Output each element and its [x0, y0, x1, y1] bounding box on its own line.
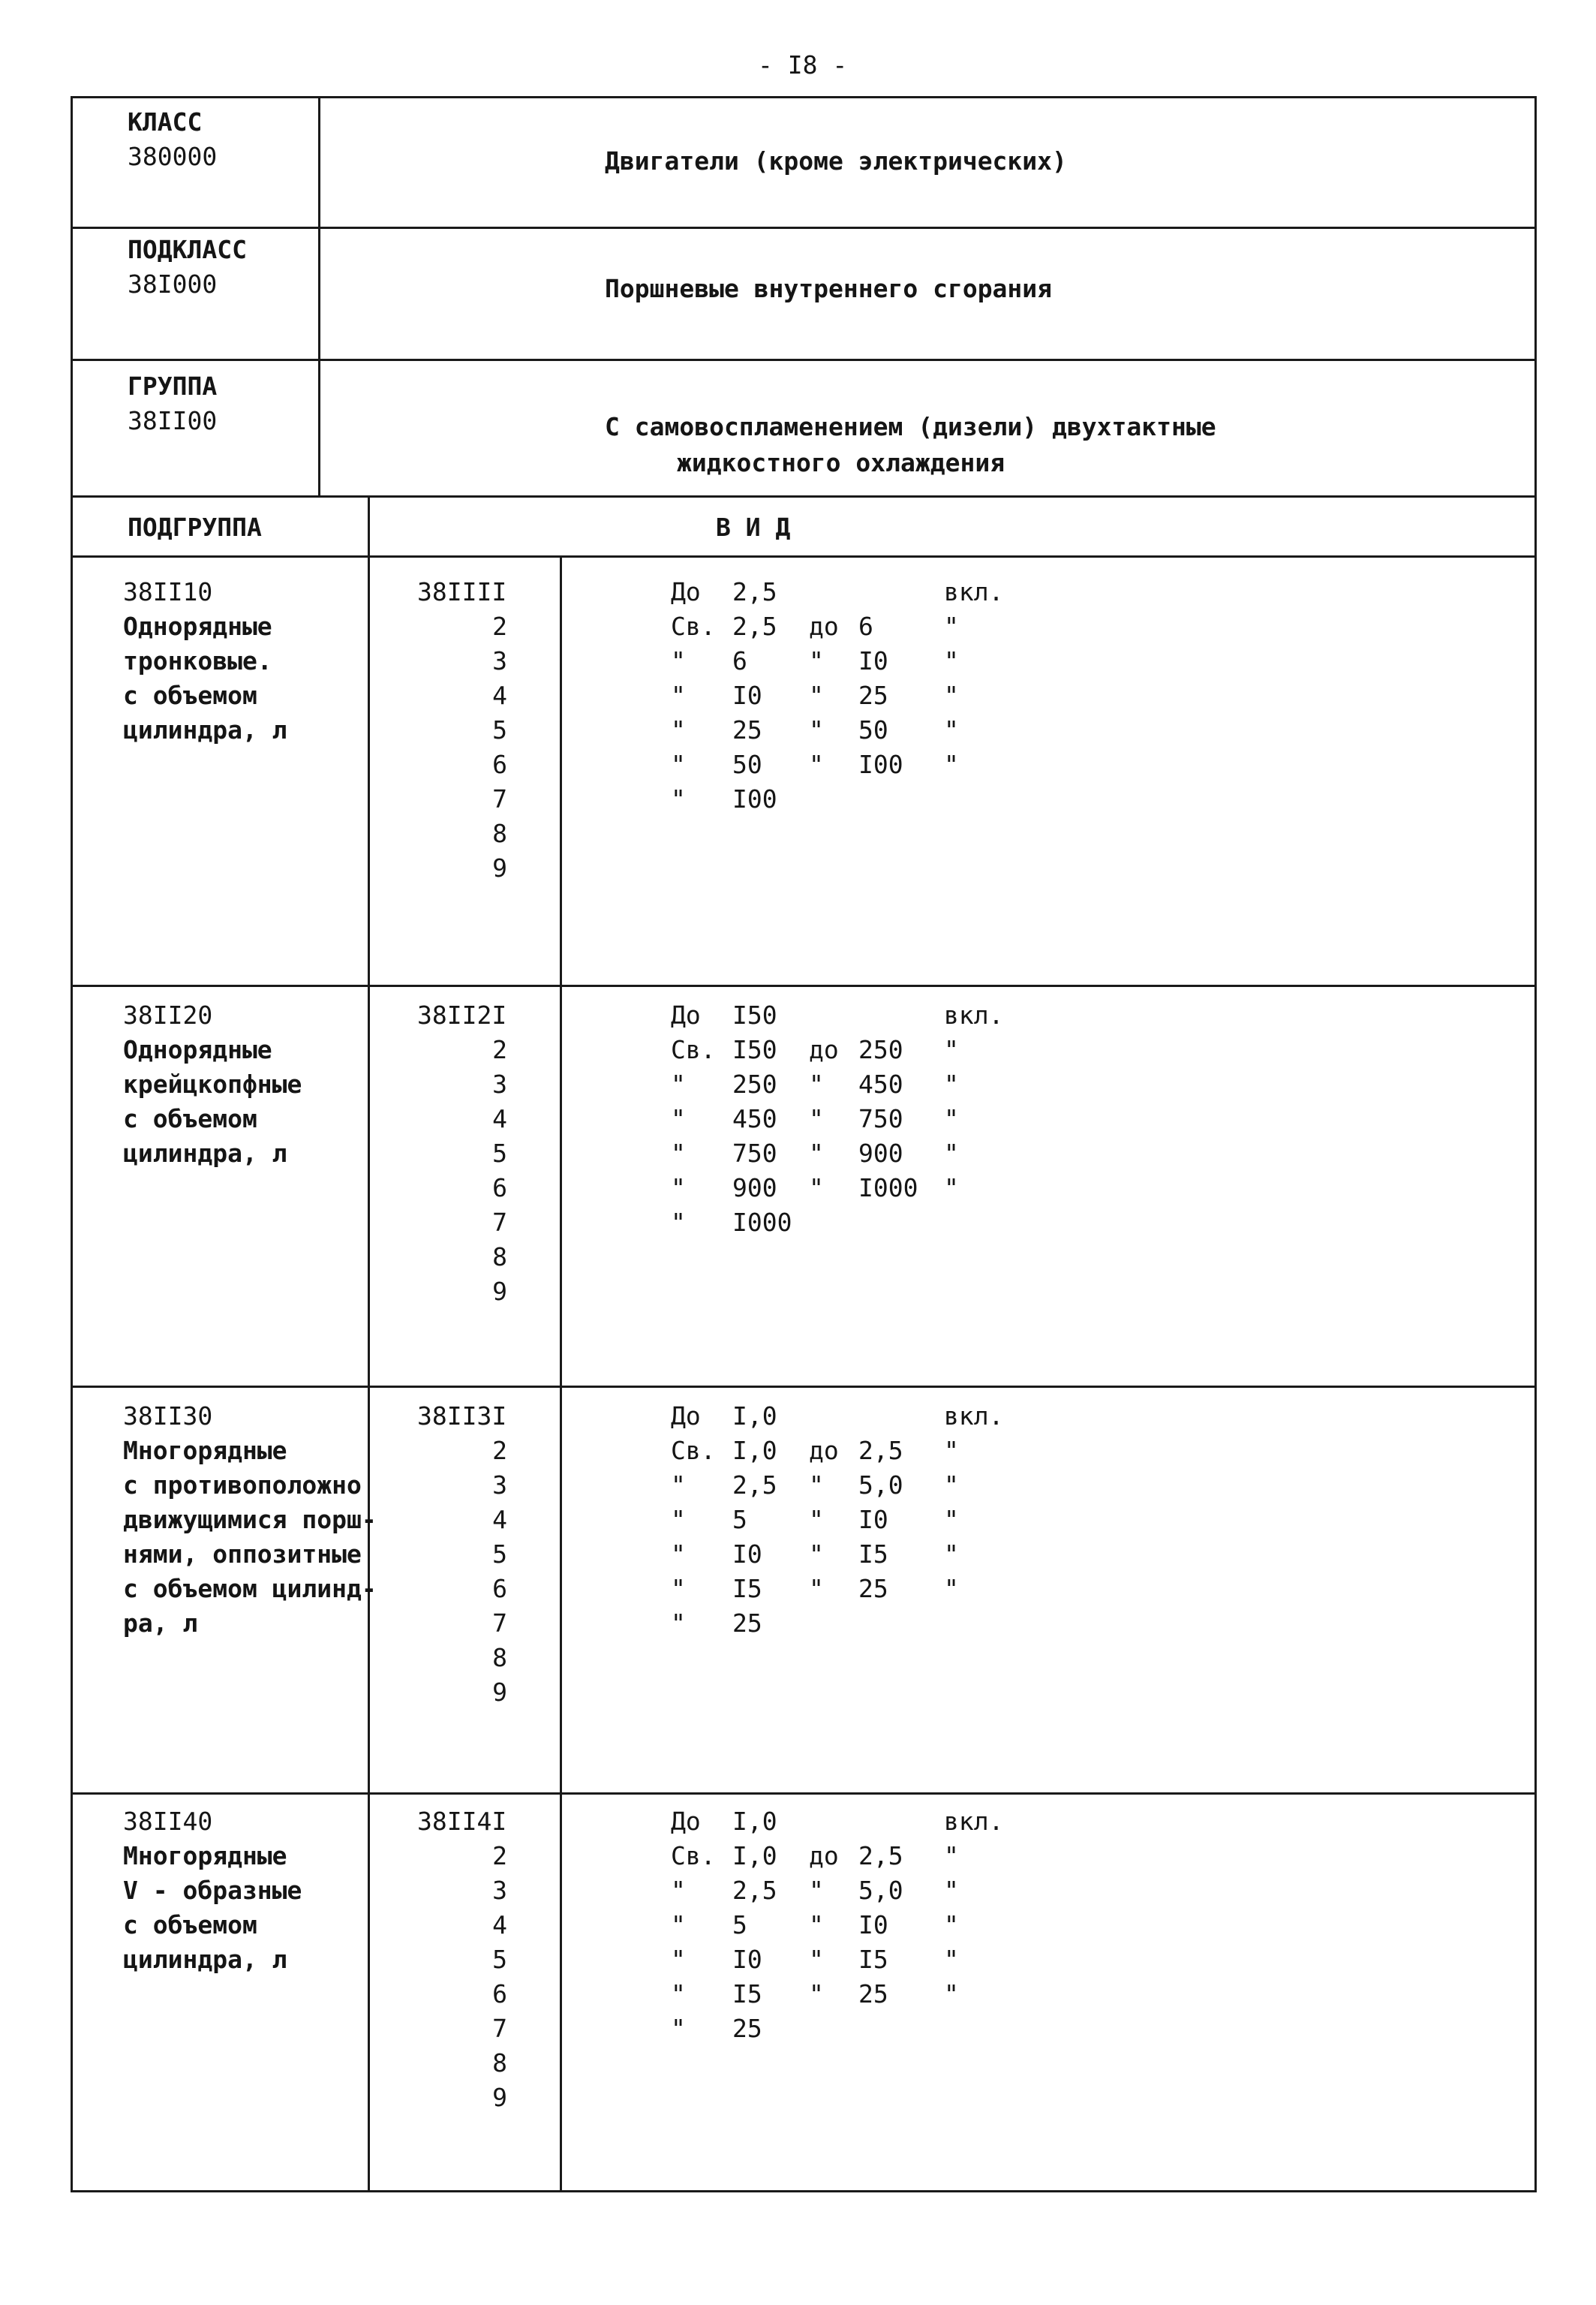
vid-range-cell: "	[809, 1945, 824, 1974]
kind-number: 5	[492, 1139, 507, 1168]
vid-range-cell: 25	[732, 1608, 762, 1638]
vid-range-cell: "	[944, 1574, 959, 1603]
vid-range-cell: 25	[732, 715, 762, 745]
kind-number: 8	[492, 819, 507, 848]
subgroup-description-line: Многорядные	[123, 1436, 287, 1465]
vid-range-cell: 2,5	[858, 1841, 903, 1870]
subgroup-description-line: цилиндра, л	[123, 715, 287, 745]
vid-range-cell: "	[671, 1876, 686, 1905]
kind-number: 8	[492, 2048, 507, 2078]
vid-range-cell: I5	[858, 1539, 888, 1569]
vid-range-cell: "	[809, 1539, 824, 1569]
vid-range-cell: 6	[858, 612, 873, 641]
vid-range-cell: 25	[858, 1979, 888, 2009]
kind-number: 9	[492, 1277, 507, 1306]
subgroup-code: 38II40	[123, 1807, 213, 1836]
gruppa-label: ГРУППА	[128, 372, 218, 401]
vid-range-cell: "	[809, 646, 824, 676]
vid-range-cell: Св.	[671, 612, 716, 641]
vid-range-cell: "	[671, 1574, 686, 1603]
vid-range-cell: 2,5	[732, 577, 777, 606]
vid-range-cell: "	[944, 715, 959, 745]
kind-number: 7	[492, 784, 507, 814]
vid-range-cell: "	[944, 681, 959, 710]
vid-range-cell: до	[809, 612, 839, 641]
vid-range-cell: До	[671, 1807, 701, 1836]
vid-range-cell: вкл.	[944, 1401, 1004, 1431]
vid-range-cell: "	[671, 715, 686, 745]
vid-range-cell: 5,0	[858, 1876, 903, 1905]
vid-range-cell: "	[671, 784, 686, 814]
klass-label: КЛАСС	[128, 107, 203, 137]
vid-range-cell: "	[944, 1470, 959, 1500]
vid-range-cell: I0	[858, 646, 888, 676]
vid-range-cell: 900	[858, 1139, 903, 1168]
kind-number: 6	[492, 750, 507, 779]
kind-code: 38IIII	[417, 577, 507, 606]
subgroup-description-line: нями, оппозитные	[123, 1539, 362, 1569]
subgroup-description-line: с объемом цилинд-	[123, 1574, 377, 1603]
kind-number: 3	[492, 646, 507, 676]
vid-range-cell: 750	[732, 1139, 777, 1168]
vid-range-cell: I,0	[732, 1841, 777, 1870]
vid-range-cell: "	[671, 1173, 686, 1202]
kind-code: 38II3I	[417, 1401, 507, 1431]
vid-range-cell: I000	[732, 1208, 792, 1237]
vid-range-cell: Св.	[671, 1035, 716, 1064]
vid-range-cell: 5	[732, 1505, 747, 1534]
kind-number: 2	[492, 1035, 507, 1064]
kind-number: 5	[492, 1539, 507, 1569]
vid-range-cell: 25	[732, 2014, 762, 2043]
podgruppa-header: ПОДГРУППА	[128, 513, 262, 542]
vid-range-cell: "	[809, 1139, 824, 1168]
vid-range-cell: "	[671, 1608, 686, 1638]
podklass-title: Поршневые внутреннего сгорания	[605, 274, 1053, 303]
vid-range-cell: "	[671, 1505, 686, 1534]
vid-range-cell: "	[944, 612, 959, 641]
kind-number: 9	[492, 853, 507, 883]
subgroup-description-line: цилиндра, л	[123, 1945, 287, 1974]
vid-range-cell: "	[809, 1505, 824, 1534]
vid-range-cell: 5,0	[858, 1470, 903, 1500]
kind-number: 9	[492, 2083, 507, 2112]
subgroup-description-line: с объемом	[123, 681, 257, 710]
vid-range-cell: "	[809, 1470, 824, 1500]
vid-range-cell: 2,5	[732, 1470, 777, 1500]
subgroup-description-line: тронковые.	[123, 646, 272, 676]
kind-number: 4	[492, 681, 507, 710]
vid-range-cell: "	[944, 646, 959, 676]
kind-number: 4	[492, 1104, 507, 1133]
vid-range-cell: "	[671, 2014, 686, 2043]
vid-range-cell: I,0	[732, 1436, 777, 1465]
vid-range-cell: до	[809, 1035, 839, 1064]
kind-number: 4	[492, 1910, 507, 1939]
vid-range-cell: "	[809, 1979, 824, 2009]
vid-range-cell: вкл.	[944, 577, 1004, 606]
klass-code: 380000	[128, 142, 218, 171]
vid-range-cell: I000	[858, 1173, 918, 1202]
vid-range-cell: "	[671, 1470, 686, 1500]
vid-header: В И Д	[716, 513, 791, 542]
kind-code: 38II4I	[417, 1807, 507, 1836]
vid-range-cell: 450	[732, 1104, 777, 1133]
vid-range-cell: I0	[732, 681, 762, 710]
vid-range-cell: "	[671, 1945, 686, 1974]
subgroup-code: 38II30	[123, 1401, 213, 1431]
vid-range-cell: "	[944, 1070, 959, 1099]
vid-range-cell: "	[944, 1139, 959, 1168]
kind-number: 5	[492, 1945, 507, 1974]
vid-range-cell: "	[944, 1035, 959, 1064]
kind-number: 3	[492, 1470, 507, 1500]
kind-number: 2	[492, 1436, 507, 1465]
vid-range-cell: "	[671, 1070, 686, 1099]
vid-range-cell: I00	[858, 750, 903, 779]
vid-range-cell: I5	[732, 1979, 762, 2009]
vid-range-cell: 450	[858, 1070, 903, 1099]
vid-range-cell: "	[944, 750, 959, 779]
vid-range-cell: до	[809, 1436, 839, 1465]
page-number: - I8 -	[758, 50, 848, 80]
vid-range-cell: "	[809, 715, 824, 745]
vid-range-cell: "	[809, 1574, 824, 1603]
gruppa-title-line2: жидкостного охлаждения	[677, 448, 1005, 477]
vid-range-cell: I50	[732, 1035, 777, 1064]
kind-number: 6	[492, 1173, 507, 1202]
kind-number: 5	[492, 715, 507, 745]
vid-range-cell: "	[944, 1173, 959, 1202]
vid-range-cell: "	[944, 1539, 959, 1569]
kind-number: 4	[492, 1505, 507, 1534]
vid-range-cell: Св.	[671, 1841, 716, 1870]
vid-range-cell: "	[809, 1104, 824, 1133]
vid-range-cell: I5	[732, 1574, 762, 1603]
vid-range-cell: "	[944, 1979, 959, 2009]
vid-range-cell: I50	[732, 1001, 777, 1030]
vid-range-cell: 5	[732, 1910, 747, 1939]
vid-range-cell: "	[671, 1208, 686, 1237]
subgroup-description-line: V - образные	[123, 1876, 302, 1905]
vid-range-cell: "	[944, 1910, 959, 1939]
vid-range-cell: I0	[732, 1945, 762, 1974]
kind-number: 7	[492, 2014, 507, 2043]
subgroup-description-line: с объемом	[123, 1910, 257, 1939]
vid-range-cell: "	[671, 1910, 686, 1939]
vid-range-cell: 250	[732, 1070, 777, 1099]
vid-range-cell: I0	[858, 1505, 888, 1534]
vid-range-cell: "	[809, 1876, 824, 1905]
vid-range-cell: I5	[858, 1945, 888, 1974]
subgroup-description-line: Многорядные	[123, 1841, 287, 1870]
kind-number: 3	[492, 1070, 507, 1099]
vid-range-cell: 25	[858, 681, 888, 710]
vid-range-cell: "	[944, 1945, 959, 1974]
subgroup-description-line: Однорядные	[123, 1035, 272, 1064]
vid-range-cell: I0	[858, 1910, 888, 1939]
vid-range-cell: "	[671, 1539, 686, 1569]
subgroup-description-line: ра, л	[123, 1608, 198, 1638]
vid-range-cell: "	[944, 1436, 959, 1465]
subgroup-description-line: движущимися порш-	[123, 1505, 377, 1534]
vid-range-cell: "	[671, 1104, 686, 1133]
vid-range-cell: 50	[858, 715, 888, 745]
subgroup-code: 38II20	[123, 1001, 213, 1030]
gruppa-title-line1: С самовоспламенением (дизели) двухтактные	[605, 412, 1216, 441]
vid-range-cell: До	[671, 1001, 701, 1030]
vid-range-cell: "	[809, 1910, 824, 1939]
vid-range-cell: 6	[732, 646, 747, 676]
vid-range-cell: вкл.	[944, 1807, 1004, 1836]
subgroup-description-line: Однорядные	[123, 612, 272, 641]
subgroup-description-line: крейцкопфные	[123, 1070, 302, 1099]
vid-range-cell: I,0	[732, 1807, 777, 1836]
kind-number: 3	[492, 1876, 507, 1905]
vid-range-cell: 900	[732, 1173, 777, 1202]
vid-range-cell: "	[809, 750, 824, 779]
vid-range-cell: "	[944, 1104, 959, 1133]
subgroup-description-line: с противоположно	[123, 1470, 362, 1500]
klass-title: Двигатели (кроме электрических)	[605, 146, 1067, 176]
subgroup-description-line: с объемом	[123, 1104, 257, 1133]
gruppa-code: 38II00	[128, 406, 218, 435]
vid-range-cell: 2,5	[732, 612, 777, 641]
kind-number: 2	[492, 1841, 507, 1870]
vid-range-cell: I0	[732, 1539, 762, 1569]
kind-number: 6	[492, 1574, 507, 1603]
vid-range-cell: 2,5	[858, 1436, 903, 1465]
vid-range-cell: 2,5	[732, 1876, 777, 1905]
vid-range-cell: 25	[858, 1574, 888, 1603]
kind-code: 38II2I	[417, 1001, 507, 1030]
vid-range-cell: "	[671, 1979, 686, 2009]
vid-range-cell: "	[809, 1070, 824, 1099]
kind-number: 7	[492, 1608, 507, 1638]
vid-range-cell: "	[671, 681, 686, 710]
vid-range-cell: 250	[858, 1035, 903, 1064]
vid-range-cell: "	[671, 1139, 686, 1168]
vid-range-cell: "	[944, 1505, 959, 1534]
vid-range-cell: До	[671, 577, 701, 606]
kind-number: 6	[492, 1979, 507, 2009]
vid-range-cell: I,0	[732, 1401, 777, 1431]
vid-range-cell: "	[809, 1173, 824, 1202]
kind-number: 2	[492, 612, 507, 641]
vid-range-cell: "	[671, 750, 686, 779]
kind-number: 8	[492, 1242, 507, 1271]
vid-range-cell: "	[944, 1876, 959, 1905]
vid-range-cell: вкл.	[944, 1001, 1004, 1030]
vid-range-cell: До	[671, 1401, 701, 1431]
kind-number: 9	[492, 1678, 507, 1707]
subgroup-code: 38II10	[123, 577, 213, 606]
podklass-code: 38I000	[128, 269, 218, 299]
vid-range-cell: "	[809, 681, 824, 710]
kind-number: 8	[492, 1643, 507, 1672]
vid-range-cell: до	[809, 1841, 839, 1870]
kind-number: 7	[492, 1208, 507, 1237]
vid-range-cell: 750	[858, 1104, 903, 1133]
vid-range-cell: I00	[732, 784, 777, 814]
vid-range-cell: "	[944, 1841, 959, 1870]
vid-range-cell: 50	[732, 750, 762, 779]
subgroup-description-line: цилиндра, л	[123, 1139, 287, 1168]
vid-range-cell: "	[671, 646, 686, 676]
podklass-label: ПОДКЛАСС	[128, 235, 247, 264]
vid-range-cell: Св.	[671, 1436, 716, 1465]
